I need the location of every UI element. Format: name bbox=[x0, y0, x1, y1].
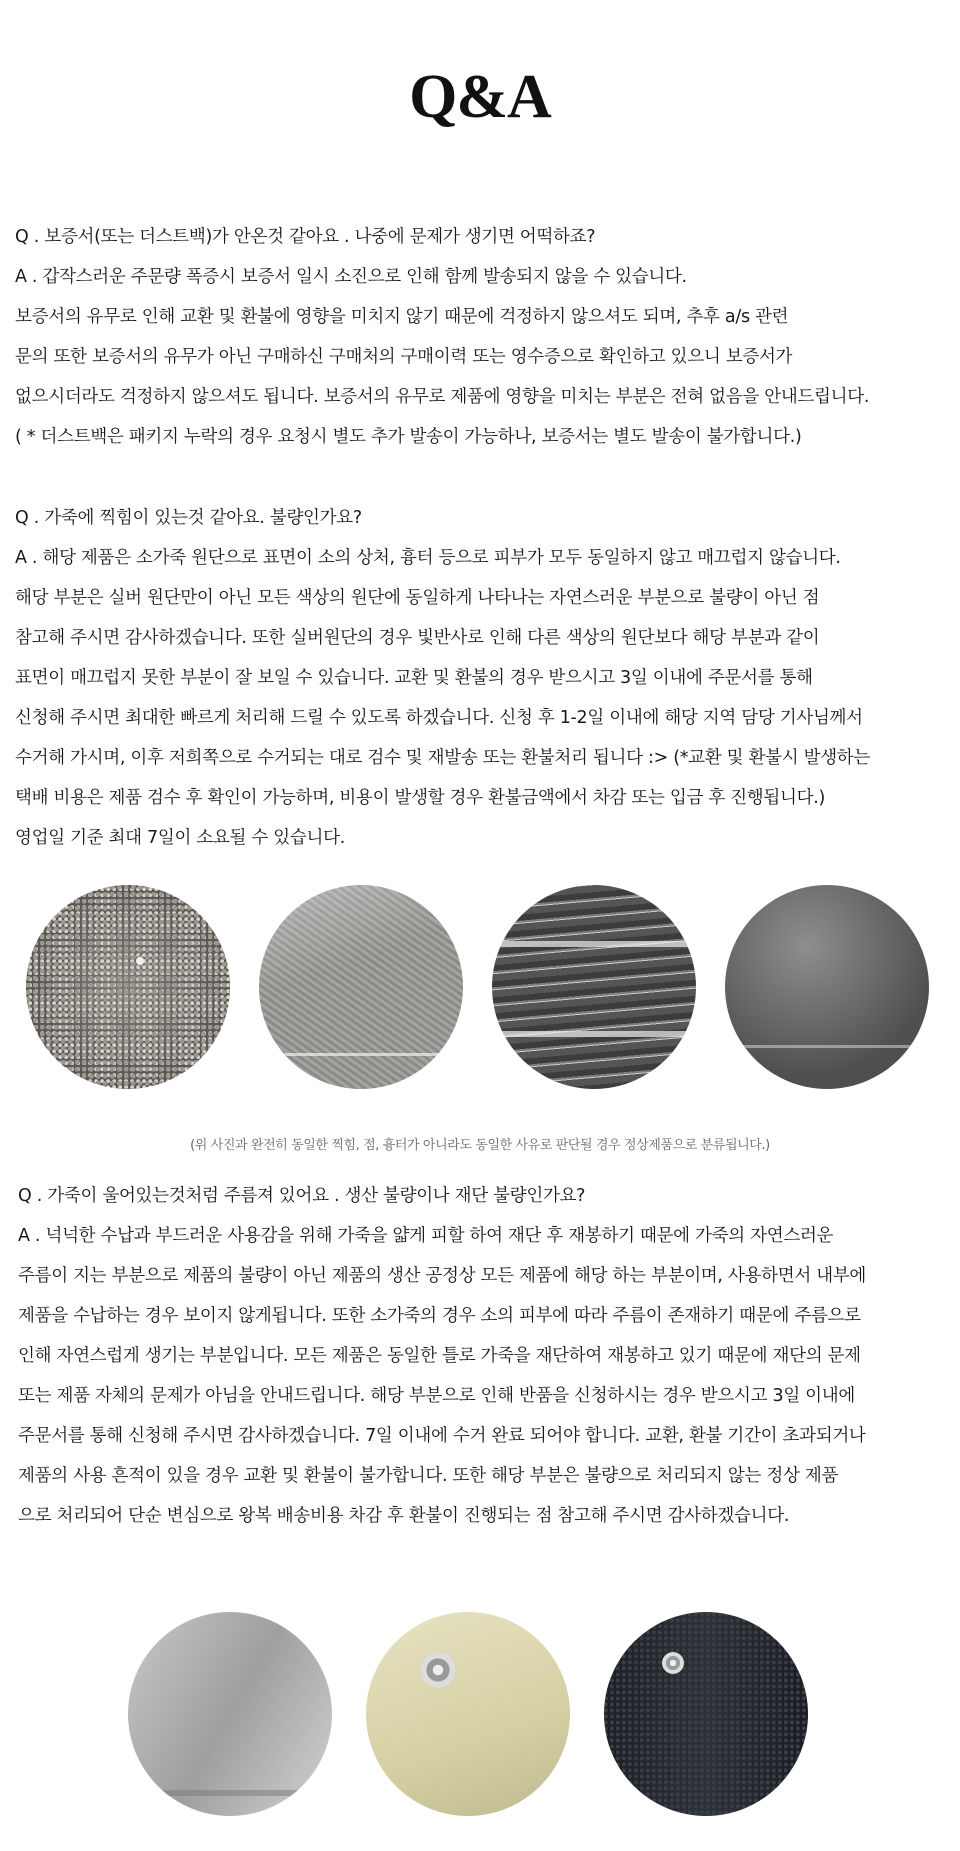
answer-text: 참고해 주시면 감사하겠습니다. 또한 실버원단의 경우 빛반사로 인해 다른 색상의 원단보다 해당 부분과 같이 bbox=[15, 628, 820, 648]
leather-photo-wrinkle bbox=[492, 885, 696, 1089]
answer-text: 해당 부분은 실버 원단만이 아닌 모든 색상의 원단에 동일하게 나타나는 자연스러운 부분으로 불량이 아닌 점 bbox=[15, 588, 820, 608]
page-title: Q&A bbox=[409, 63, 551, 131]
answer-text: 문의 또한 보증서의 유무가 아닌 구매하신 구매처의 구매이력 또는 영수증으로 확인하고 있으니 보증서가 bbox=[15, 347, 793, 367]
answer-text: 표면이 매끄럽지 못한 부분이 잘 보일 수 있습니다. 교환 및 환불의 경우 받으시고 3일 이내에 주문서를 통해 bbox=[15, 668, 813, 688]
leather-photo-dark bbox=[725, 885, 929, 1089]
answer-text: 수거해 가시며, 이후 저희쪽으로 수거되는 대로 검수 및 재발송 또는 환불처리 됩니다 :> (*교환 및 환불시 발생하는 bbox=[15, 748, 871, 768]
answer-text: 제품을 수납하는 경우 보이지 않게됩니다. 또한 소가죽의 경우 소의 피부에 따라 주름이 존재하기 때문에 주름으로 bbox=[18, 1306, 861, 1326]
answer-text: 없으시더라도 걱정하지 않으셔도 됩니다. 보증서의 유무로 제품에 영향을 미치는 부분은 전혀 없음을 안내드립니다. bbox=[15, 387, 870, 407]
answer-text: 보증서의 유무로 인해 교환 및 환불에 영향을 미치지 않기 때문에 걱정하지 않으셔도 되며, 추후 a/s 관련 bbox=[15, 307, 789, 327]
answer-text: 으로 처리되어 단순 변심으로 왕복 배송비용 차감 후 환불이 진행되는 점 참고해 주시면 감사하겠습니다. bbox=[18, 1506, 790, 1526]
question-text: Q . 가죽이 울어있는것처럼 주름져 있어요 . 생산 불량이나 재단 불량인가요? bbox=[18, 1186, 586, 1206]
qa-warranty bbox=[15, 217, 945, 457]
answer-text: 또는 제품 자체의 문제가 아님을 안내드립니다. 해당 부분으로 인해 반품을 신청하시는 경우 받으시고 3일 이내에 bbox=[18, 1386, 855, 1406]
answer-text: 영업일 기준 최대 7일이 소요될 수 있습니다. bbox=[15, 828, 345, 848]
answer-text: 택배 비용은 제품 검수 후 확인이 가능하며, 비용이 발생할 경우 환불금액에서 차감 또는 입금 후 진행됩니다.) bbox=[15, 788, 826, 808]
question-text: Q . 가죽에 찍힘이 있는것 같아요. 불량인가요? bbox=[15, 508, 362, 528]
answer-text: A . 갑작스러운 주문량 폭증시 보증서 일시 소진으로 인해 함께 발송되지 않을 수 있습니다. bbox=[15, 267, 687, 287]
answer-text: 신청해 주시면 최대한 빠르게 처리해 드릴 수 있도록 하겠습니다. 신청 후 1-2일 이내에 해당 지역 담당 기사님께서 bbox=[15, 708, 863, 728]
leather-photo-pebble bbox=[26, 885, 230, 1089]
answer-text: 인해 자연스럽게 생기는 부분입니다. 모든 제품은 동일한 틀로 가죽을 재단하여 재봉하고 있기 때문에 재단의 문제 bbox=[18, 1346, 861, 1366]
leather-photo-silver bbox=[259, 885, 463, 1089]
leather-photo-cream bbox=[366, 1612, 570, 1816]
answer-text: 주문서를 통해 신청해 주시면 감사하겠습니다. 7일 이내에 수거 완료 되어야 합니다. 교환, 환불 기간이 초과되거나 bbox=[18, 1426, 866, 1446]
leather-photo-black bbox=[604, 1612, 808, 1816]
answer-text: 주름이 지는 부분으로 제품의 불량이 아닌 제품의 생산 공정상 모든 제품에 해당 하는 부분이며, 사용하면서 내부에 bbox=[18, 1266, 867, 1286]
answer-note: ( * 더스트백은 패키지 누락의 경우 요청시 별도 추가 발송이 가능하나, 보증서는 별도 발송이 불가합니다.) bbox=[15, 427, 802, 447]
qa-leather-wrinkle bbox=[18, 1176, 948, 1536]
answer-text: 제품의 사용 흔적이 있을 경우 교환 및 환불이 불가합니다. 또한 해당 부분은 불량으로 처리되지 않는 정상 제품 bbox=[18, 1466, 839, 1486]
photo-caption: (위 사진과 완전히 동일한 찍힘, 점, 흉터가 아니라도 동일한 사유로 판단될 경우 정상제품으로 분류됩니다.) bbox=[190, 1138, 770, 1153]
leather-photo-light-silver bbox=[128, 1612, 332, 1816]
answer-text: A . 넉넉한 수납과 부드러운 사용감을 위해 가죽을 얇게 피할 하여 재단 후 재봉하기 때문에 가죽의 자연스러운 bbox=[18, 1226, 834, 1246]
snap-button-icon bbox=[420, 1652, 456, 1688]
question-text: Q . 보증서(또는 더스트백)가 안온것 같아요 . 나중에 문제가 생기면 어떡하죠? bbox=[15, 227, 596, 247]
answer-text: A . 해당 제품은 소가죽 원단으로 표면이 소의 상처, 흉터 등으로 피부가 모두 동일하지 않고 매끄럽지 않습니다. bbox=[15, 548, 841, 568]
qa-leather-marks bbox=[15, 498, 945, 858]
eyelet-icon bbox=[662, 1652, 684, 1674]
